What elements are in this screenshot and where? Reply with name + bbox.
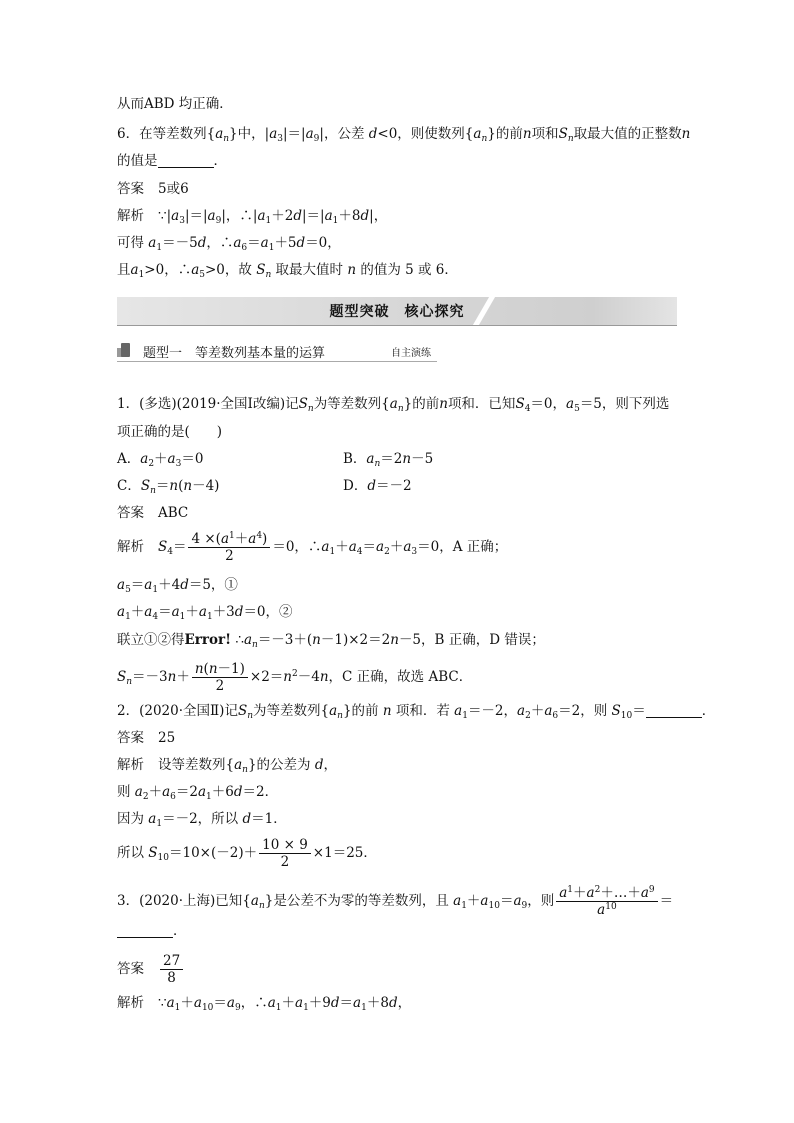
bookmark-icon [121,343,130,357]
analysis-line: 联立①②得Error! $\therefore a_n=-3+(n-1)\times 2=2n-5$，B 正确，D 错误； [117,632,545,650]
option-d: D．d＝－2 [343,478,412,494]
answer-blank-line: ． [117,922,187,940]
question-6-stem: 6．在等差数列$\{a_n\}$中，$|a_3|=|a_9|$，公差 d<0，则使数列$\{a_n\}$的前n项和$S_n$取最大值的正整数n [117,126,691,144]
analysis-line: 可得 $a_1=-5d$，$\therefore a_6=a_1+5d=0$， [117,235,341,253]
answer-line: 答案 $\frac{27}{8}$ [117,953,185,986]
text-line: 从而ABD 均正确． [117,96,233,112]
answer-blank [117,923,173,938]
question-1-stem: 1．(多选)(2019·全国Ⅰ改编)记$S_n$为等差数列$\{a_n\}$的前n项和．已知$S_4=0$，$a_5=5$，则下列选 [117,396,670,414]
option-b: B．$a_n=2n-5$ [343,451,434,469]
analysis-line: 解析 $S_4=$ $\frac{4 \times(a^1+a^4)}{2}$ ＝0，$\therefore a_1+a_4=a_2+a_3=0$，A 正确； [117,531,508,564]
option-a: A．$a_2+a_3=0$ [117,451,204,469]
question-6-stem-2: 的值是 ． [117,153,227,169]
answer-blank [646,703,702,718]
question-2-stem: 2．(2020·全国Ⅱ)记$S_n$为等差数列$\{a_n\}$的前 n 项和．若 $a_1=-2$，$a_2+a_6=2$，则 $S_{10}=$ ． [117,703,716,721]
topic-title: 题型一 等差数列基本量的运算 [143,346,326,361]
divider [117,361,437,362]
option-c: C．$S_n=n(n-4)$ [117,478,220,496]
analysis-line: $a_5=a_1+4d=5$，① [117,577,238,595]
divider [117,325,677,326]
analysis-line: 解析 $\because|a_3|=|a_9|$，$\therefore|a_1+2d|=|a_1+8d|$， [117,208,388,226]
analysis-line: $S_n=-3n+$ $\frac{n(n-1)}{2}$ $\times 2=n^2-4n$，C 正确，故选 ABC． [117,661,473,694]
topic-heading [117,342,677,360]
analysis-line: 解析 $\because a_1+a_{10}=a_9$，$\therefore a_1+a_1+9d=a_1+8d$， [117,995,412,1013]
answer-line: 答案 25 [117,730,176,746]
analysis-line: 解析 设等差数列$\{a_n\}$的公差为 d， [117,757,337,775]
analysis-line: 所以 $S_{10}=10\times(-2)+$ $\frac{10 \times 9}{2}$ ×1＝25． [117,837,377,870]
section-banner [117,297,677,325]
answer-blank [158,153,214,168]
topic-tag: 自主演练 [391,348,431,359]
analysis-line: 且$a_1>0$，$\therefore a_5>0$，故 $S_n$ 取最大值时 n 的值为 5 或 6． [117,262,458,280]
section-title: 题型突破 核心探究 [329,304,465,320]
analysis-line: $a_1+a_4=a_1+a_1+3d=0$，② [117,604,293,622]
analysis-line: 则 $a_2+a_6=2a_1+6d=2$． [117,784,279,802]
analysis-line: 因为 $a_1=-2$，所以 d＝1． [117,811,287,829]
answer-line: 答案 ABC [117,505,189,521]
question-1-stem-2: 项正确的是( ) [117,424,223,440]
answer-line: 答案 5或6 [117,181,189,197]
question-3-stem: 3．(2020·上海)已知$\{a_n\}$是公差不为零的等差数列，且 $a_1+a_{10}=a_9$，则 $\frac{a^1+a^2+\dots+a^9}{a^{10}}$ ＝ [117,885,674,918]
